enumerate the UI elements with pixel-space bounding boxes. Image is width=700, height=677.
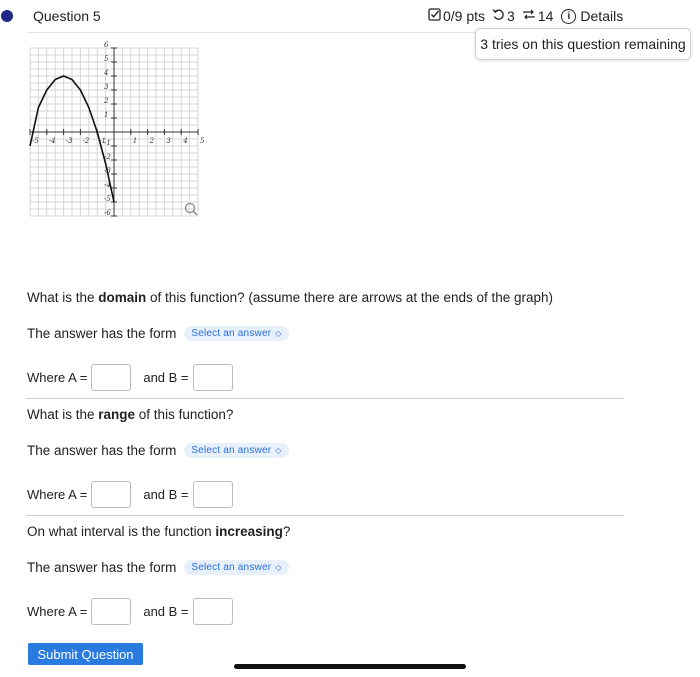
section-divider	[26, 515, 624, 516]
domain-ab-row	[27, 364, 233, 391]
and-b-label: and B =	[143, 487, 189, 502]
y-tick-label: 6	[104, 41, 109, 49]
range-b-input[interactable]	[193, 481, 233, 508]
y-tick-label: 2	[104, 97, 109, 105]
y-tick-label: -1	[104, 139, 111, 147]
increasing-form-select[interactable]: Select an answer ◇	[184, 560, 288, 575]
checkbox-icon	[428, 8, 441, 24]
x-tick-label: -1	[99, 137, 107, 145]
y-tick-label: 3	[104, 83, 109, 91]
details-link[interactable]: Details	[580, 8, 624, 24]
question-meta	[428, 8, 623, 24]
x-tick-label: 4	[183, 137, 188, 145]
range-form-select[interactable]: Select an answer ◇	[184, 443, 288, 458]
range-a-input[interactable]	[91, 481, 131, 508]
and-b-label: and B =	[143, 604, 189, 619]
repeat-icon	[522, 8, 536, 24]
where-a-label: Where A =	[27, 604, 88, 619]
x-tick-label: -3	[65, 137, 73, 145]
function-graph[interactable]	[24, 42, 204, 222]
y-tick-label: -5	[104, 195, 111, 203]
increasing-a-input[interactable]	[91, 598, 131, 625]
retries-count: 3	[507, 8, 515, 24]
undo-icon	[492, 8, 505, 24]
points-text: 0/9 pts	[443, 8, 486, 24]
form-label: The answer has the form	[27, 560, 177, 575]
y-tick-label: -6	[104, 209, 111, 217]
increasing-ab-row	[27, 598, 233, 625]
x-tick-label: -5	[32, 137, 39, 145]
y-tick-label: 1	[104, 111, 109, 119]
domain-form-row	[27, 326, 289, 341]
form-label: The answer has the form	[27, 326, 177, 341]
where-a-label: Where A =	[27, 487, 88, 502]
tries-remaining-tooltip: 3 tries on this question remaining	[475, 28, 691, 60]
home-indicator-bar	[234, 664, 466, 669]
y-tick-label: -3	[104, 167, 111, 175]
x-tick-label: 2	[149, 137, 155, 145]
section-divider	[26, 398, 624, 399]
domain-form-select[interactable]: Select an answer ◇	[184, 326, 288, 341]
question-title: Question 5	[33, 8, 101, 24]
x-tick-label: 5	[200, 137, 205, 145]
increasing-form-row	[27, 560, 289, 575]
x-tick-label: 3	[166, 137, 171, 145]
y-tick-label: -2	[104, 153, 111, 161]
x-tick-label: -4	[48, 137, 56, 145]
domain-a-input[interactable]	[91, 364, 131, 391]
increasing-question: On what interval is the function increasing?	[27, 524, 291, 539]
y-tick-label: 4	[104, 69, 109, 77]
range-question: What is the range of this function?	[27, 407, 234, 422]
submissions-count: 14	[537, 8, 554, 24]
info-icon[interactable]: i	[561, 9, 576, 24]
submit-question-button[interactable]: Submit Question	[28, 643, 143, 665]
and-b-label: and B =	[143, 370, 189, 385]
form-label: The answer has the form	[27, 443, 177, 458]
magnifier-icon-handle	[193, 211, 197, 215]
x-tick-label: -2	[82, 137, 90, 145]
y-tick-label: -4	[104, 181, 111, 189]
x-tick-label: 1	[132, 137, 138, 145]
range-ab-row	[27, 481, 233, 508]
increasing-b-input[interactable]	[193, 598, 233, 625]
domain-question: What is the domain of this function? (assume there are arrows at the ends of the graph)	[27, 290, 554, 305]
domain-b-input[interactable]	[193, 364, 233, 391]
where-a-label: Where A =	[27, 370, 88, 385]
y-tick-label: 5	[104, 55, 109, 63]
question-status-dot	[1, 10, 13, 22]
range-form-row	[27, 443, 289, 458]
